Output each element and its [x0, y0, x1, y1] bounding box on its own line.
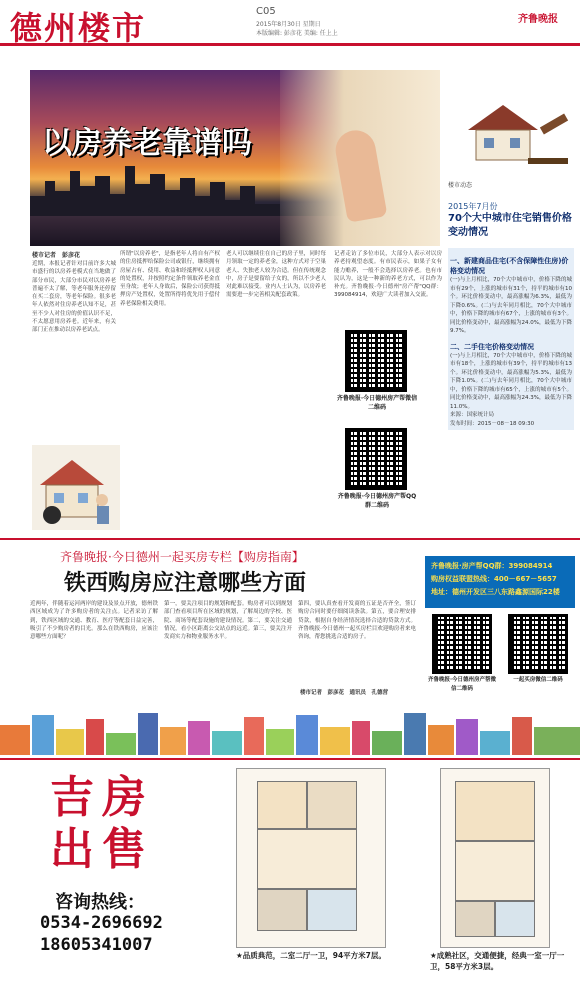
plan2-caption: ★成熟社区，交通便捷，经典一室一厅一卫，58平方米3层。: [430, 951, 565, 971]
page-number: C05: [256, 6, 276, 17]
lead-column-3: 老人可以继续住在自己的房子里，同时每月领取一定的养老金，这种方式对于空巢老人、失独老人较为合适。但在传统观念中，房子是要留给子女的，所以不少老人对此难以接受。业内人士认为，以房养老需要进一步完善相关配套政策。: [226, 251, 326, 299]
rc-tag: 楼市动态: [448, 182, 473, 189]
lead-photo: [30, 70, 440, 246]
property-sale-ad: [0, 758, 580, 981]
rc-section-2: 二、二手住宅价格变动情况: [450, 342, 534, 351]
section2-byline: 楼市记者 彭彦花 通讯员 孔德营: [300, 690, 389, 696]
plan1-living-room: [257, 829, 357, 889]
rc-data-box: [448, 248, 574, 430]
rc-body-1: (一)与上月相比，70个大中城市中，价格下降的城市有29个，上涨的城市有31个，持平的城市有10个。环比价格变动中，最高涨幅为6.3%，最低为下降0.6%。(二)与去年同月相比，70个大中城市中，价格下降的城市有67个，上涨的城市有3个。同比价格变动中，最高涨幅为24.0%，最低为下降9.7%。: [450, 277, 572, 334]
edition-meta: [256, 20, 366, 38]
contact-hotline: 购房权益联盟热线：400－667－5657: [431, 575, 557, 583]
lead-column-4: 记者走访了多位市民，大部分人表示对以房养老持观望态度。有市民表示，如果子女有能力赡养，一般不会选择以房养老。也有市民认为，这是一种新的养老方式，可以作为补充。齐鲁晚报·今日德州"房产帮"QQ群：399084914，欢迎广大读者加入交流。: [334, 251, 442, 299]
plan2-bedroom: [455, 781, 535, 841]
right-column: [448, 60, 574, 430]
lead-byline: 楼市记者 彭彦花: [32, 252, 81, 259]
lead-column-2: 所谓"以房养老"，是指老年人将自有产权的住房抵押给保险公司或银行，继续拥有房屋占有、使用、收益和经抵押权人同意的处置权，并按照约定条件领取养老金直至身故；老年人身故后，保险公司获得抵押房产处置权，处置所得将优先用于偿付养老保险相关费用。: [120, 251, 220, 307]
masthead: [0, 0, 580, 46]
buildings-banner-illustration: [0, 705, 580, 755]
house-gavel-illustration: [448, 60, 574, 180]
rc-body-2: (一)与上月相比，70个大中城市中，价格下降的城市有18个，上涨的城市有39个，持平的城市有13个。环比价格变动中，最高涨幅为5.3%，最低为下降1.0%。(二)与去年同月相比，70个大中城市中，价格下降的城市有65个，上涨的城市有5个。同比价格变动中，最高涨幅为24.3%，最低为下降11.0%。: [450, 352, 572, 410]
lead-headline: 以房养老靠谱吗: [42, 126, 252, 161]
ad-title: [50, 772, 154, 876]
rc-section-1: 一、新建商品住宅(不含保障性住房)价格变动情况: [450, 257, 569, 275]
section2-qr-caption-1: 齐鲁晚报·今日德州房产帮微信二维码: [427, 677, 497, 692]
plan1-bathroom: [307, 889, 357, 931]
wechat-qr-code[interactable]: [345, 330, 407, 392]
contact-qq: 齐鲁晚报·房产帮QQ群：399084914: [431, 562, 553, 570]
plan1-bedroom-2: [307, 781, 357, 829]
plan2-kitchen: [455, 901, 495, 937]
ad-phone-1[interactable]: 0534-2696692: [40, 913, 163, 933]
wechat-qr-caption: 齐鲁晚报·今日德州房产帮微信二维码: [336, 395, 418, 411]
floor-plan-2: [440, 768, 550, 948]
ad-hotline-label: 咨询热线：: [55, 892, 145, 913]
floor-plan-1: [236, 768, 386, 948]
newspaper-logo: 齐鲁晚报: [518, 14, 558, 25]
rc-pubtime: 发布时间：2015－08－18 09:30: [450, 420, 535, 427]
section2-buy-qr-code[interactable]: [508, 614, 568, 674]
ad-title-line2: 出售: [50, 824, 154, 875]
contact-address: 地址：德州开发区三八东路鑫源国际22楼: [431, 588, 560, 596]
section2-headline: 铁西购房应注意哪些方面: [64, 570, 307, 596]
rc-headline: 70个大中城市住宅销售价格变动情况: [448, 213, 572, 238]
ad-phone-2[interactable]: 18605341007: [40, 935, 153, 955]
rc-source: 来源：国家统计局: [450, 412, 495, 418]
plan2-bathroom: [495, 901, 535, 937]
section2-kicker: 齐鲁晚报·今日德州一起买房专栏【购房指南】: [60, 550, 304, 564]
ad-phones: [40, 912, 163, 956]
section2-column-1: 近两年，伴随着运河两岸的建设及景点开放，德州铁西区域成为了许多购房者的关注点。记者采访了解到，铁西区域的交通、教育、医疗等配套日益完善，吸引了不少购房者的目光。那么在铁西购房，应该注意哪些方面呢？: [30, 601, 158, 641]
edition-date: 2015年8月30日 星期日: [256, 21, 321, 28]
section-title: 德州楼市: [10, 9, 147, 47]
plan2-living-room: [455, 841, 535, 901]
plan1-kitchen: [257, 889, 307, 931]
section2-column-3: 第四，要认真查看开发商的五证是否齐全，签订购房合同时要仔细阅读条款。第五，要合理安排贷款，根据自身经济情况选择合适的贷款方式。齐鲁晚报·今日德州一起买房栏目欢迎购房者来电咨询，帮您挑选合适的房子。: [298, 601, 416, 641]
plan1-bedroom: [257, 781, 307, 829]
contact-box: [425, 556, 575, 608]
elderly-couple-house-illustration: [32, 445, 120, 530]
section-divider: [0, 538, 580, 540]
rc-date: 2015年7月份: [448, 202, 498, 211]
section2-qr-caption-2: 一起买房微信二维码: [513, 677, 563, 683]
edition-editors: 本版编辑: 彭彦花 美编: 任上上: [256, 30, 338, 37]
qq-qr-code[interactable]: [345, 428, 407, 490]
ad-title-line1: 吉房: [50, 772, 154, 823]
lead-column-1: 近期，本报记者针对目前许多大城市盛行的以房养老模式在当地做了部分市民，大部分市民对以房养老普遍不太了解，等老年服务还停留在买二套房，等老年保险。很多老年人依然对住房养老认知不足，甚至不少人对住房的价值认识不足，不太愿意用房养老。近年来，有关部门正在推动以房养老试点。: [32, 261, 116, 334]
plan1-caption: ★品质典范，二室二厅一卫，94平方米7层。: [236, 951, 386, 960]
section2-wechat-qr-code[interactable]: [432, 614, 492, 674]
section2-column-2: 第一，要关注项目的规划和配套。购房者可以到规划部门查看项目所在区域的规划，了解周边的学校、医院、商场等配套设施的建设情况。第二，要关注交通情况，看小区距离公交站点的远近。第三，要关注开发商实力和物业服务水平。: [164, 601, 292, 641]
qq-qr-caption: 齐鲁晚报·今日德州房产帮QQ群二维码: [337, 493, 417, 509]
